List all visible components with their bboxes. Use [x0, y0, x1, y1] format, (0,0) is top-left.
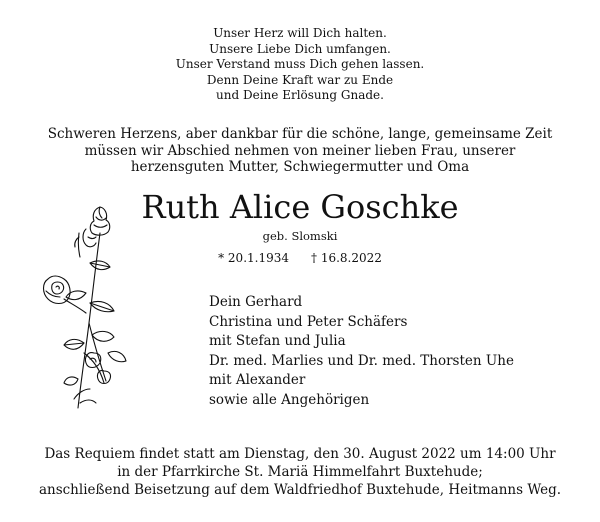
- mourner-line: Christina und Peter Schäfers: [209, 313, 408, 330]
- deceased-name: Ruth Alice Goschke: [141, 188, 459, 226]
- funeral-detail-line: in der Pfarrkirche St. Mariä Himmelfahrt Buxtehude;: [117, 464, 483, 480]
- mourner-line: Dein Gerhard: [209, 294, 303, 310]
- death-date: † 16.8.2022: [311, 251, 382, 265]
- intro-text: [0, 126, 600, 176]
- poem-line: und Deine Erlösung Gnade.: [216, 88, 384, 102]
- mourner-line: Dr. med. Marlies und Dr. med. Thorsten Uhe: [209, 352, 514, 369]
- poem: [0, 26, 600, 104]
- intro-line: Schweren Herzens, aber dankbar für die schöne, lange, gemeinsame Zeit: [47, 126, 553, 142]
- poem-line: Unser Verstand muss Dich gehen lassen.: [175, 57, 425, 71]
- mourners-list: [209, 293, 514, 411]
- mourner-line: mit Alexander: [209, 372, 306, 389]
- maiden-name: geb. Slomski: [262, 229, 338, 243]
- rose-drawing-icon: [34, 203, 132, 411]
- intro-line: herzensguten Mutter, Schwiegermutter und Oma: [130, 159, 470, 175]
- intro-line: müssen wir Abschied nehmen von meiner lieben Frau, unserer: [84, 142, 516, 159]
- mourner-line: mit Stefan und Julia: [209, 333, 346, 350]
- birth-date: * 20.1.1934: [218, 251, 289, 265]
- poem-line: Denn Deine Kraft war zu Ende: [206, 72, 394, 87]
- mourner-line: sowie alle Angehörigen: [209, 391, 370, 408]
- funeral-detail-line: anschließend Beisetzung auf dem Waldfriedhof Buxtehude, Heitmanns Weg.: [38, 482, 562, 498]
- funeral-detail-line: Das Requiem findet statt am Dienstag, den 30. August 2022 um 14:00 Uhr: [44, 446, 556, 462]
- poem-line: Unser Herz will Dich halten.: [213, 26, 387, 40]
- funeral-details: [0, 445, 600, 499]
- poem-line: Unsere Liebe Dich umfangen.: [209, 41, 391, 56]
